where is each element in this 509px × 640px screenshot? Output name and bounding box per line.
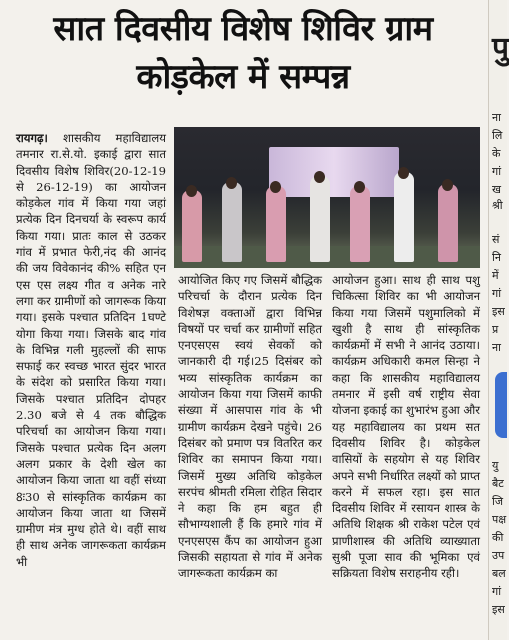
adjacent-line: गां bbox=[492, 165, 502, 178]
dateline: रायगढ़। bbox=[16, 131, 48, 145]
headline-line-2: कोड़केल में सम्पन्न bbox=[136, 57, 350, 97]
column-3-text: आयोजन हुआ। साथ ही साथ पशु चिकित्सा शिविर का भी आयोजन किया गया जिसमें पशुमालिको में खुशी है साथ ही सांस्कृतिक कार्यक्रमों में सभी ने आनंद उठाया। कार्यक्रम अधिकारी कमल सिन्हा ने कहा कि शासकीय महाविद्यालय तमनार में इसी वर्ष राष्ट्रीय सेवा योजना इकाई का शुभारंभ हुआ और यह महाविद्यालय का प्रथम सत दिवसीय शिविर है। कोड़केल वासियों के सहयोग से यह शिविर अपने सभी निर्धारित लक्ष्यों को प्राप्त करने में सफल रहा। इस सात दिवसीय शिविर में रसायन शास्त्र के अतिथि शिक्षक श्री राकेश पटेल एवं प्राणीशास्त्र की अतिथि व्याख्याता सुश्री पूजा साव की भूमिका एवं सक्रियता विशेष सराहनीय रही। bbox=[332, 273, 480, 581]
article-column-3 bbox=[332, 272, 480, 582]
adjacent-line: के bbox=[492, 147, 501, 160]
adjacent-line: ख bbox=[492, 183, 501, 196]
adjacent-article-fragment bbox=[488, 0, 507, 640]
adjacent-line: जि bbox=[492, 495, 504, 508]
adjacent-line: इस bbox=[492, 603, 505, 616]
column-2-text: आयोजित किए गए जिसमें बौद्धिक परिचर्चा के दौरान प्रत्येक दिन विशेषज्ञ वक्ताओं द्वारा विभिन्न विषयों पर चर्चा कर ग्रामीणों सहित एनएसएस स्वयं सेवकों को जानकारी दी गई।25 दिसंबर को भव्य सांस्कृतिक कार्यक्रम का आयोजन किया गया जिसमें काफी संख्या में आसपास गांव के भी ग्रामीण कार्यक्रम देखने पहुंचे। 26 दिसंबर को प्रमाण पत्र वितरित कर शिविर का समापन किया गया। जिसमें मुख्य अतिथि कोड़केल सरपंच श्रीमती रमिला रोहित सिदार ने कहा कि हम बहुत ही सौभाग्यशाली हैं कि हमारे गांव में एनएसएस कैंप का आयोजन हुआ जिसकी सहायता से गांव में अनेक जागरूकता कार्यक्रम का bbox=[178, 273, 322, 581]
adjacent-line: ना bbox=[492, 111, 501, 124]
adjacent-line: लि bbox=[492, 129, 503, 142]
adjacent-line: प्र bbox=[492, 323, 499, 336]
adjacent-line: ना bbox=[492, 341, 501, 354]
headline bbox=[8, 4, 478, 100]
article-column-1 bbox=[16, 130, 166, 570]
adjacent-line: पक्ष bbox=[492, 513, 507, 526]
adjacent-line: गां bbox=[492, 287, 502, 300]
article-column-2 bbox=[178, 272, 322, 582]
photo-person-head bbox=[186, 185, 197, 197]
adjacent-line: उप bbox=[492, 549, 505, 562]
photo-person bbox=[350, 186, 370, 262]
photo-person bbox=[438, 184, 458, 262]
adjacent-line: बल bbox=[492, 567, 506, 580]
photo-person bbox=[310, 176, 330, 262]
adjacent-line: नि bbox=[492, 251, 501, 264]
photo-person-head bbox=[442, 179, 453, 191]
photo-person bbox=[266, 186, 286, 262]
adjacent-line: इस bbox=[492, 305, 505, 318]
photo-person bbox=[182, 190, 202, 262]
adjacent-heading-fragment: पु bbox=[492, 31, 509, 66]
photo-person-head bbox=[354, 181, 365, 193]
adjacent-line: की bbox=[492, 531, 504, 544]
adjacent-line: गां bbox=[492, 585, 502, 598]
photo-person-head bbox=[270, 181, 281, 193]
event-photo bbox=[174, 127, 480, 268]
photo-person bbox=[394, 172, 414, 262]
blue-highlight-mark bbox=[495, 372, 507, 438]
adjacent-line: सं bbox=[492, 233, 500, 246]
stage-banner bbox=[269, 147, 399, 197]
adjacent-line: श्री bbox=[492, 199, 503, 212]
adjacent-line: में bbox=[492, 269, 499, 282]
adjacent-line: बैट bbox=[492, 477, 504, 490]
photo-person-head bbox=[398, 167, 409, 179]
photo-person-head bbox=[314, 171, 325, 183]
headline-line-1: सात दिवसीय विशेष शिविर ग्राम bbox=[53, 9, 433, 49]
photo-person-head bbox=[226, 177, 237, 189]
adjacent-line: यु bbox=[492, 459, 499, 472]
photo-person bbox=[222, 182, 242, 262]
column-1-text: शासकीय महाविद्यालय तमनार रा.से.यो. इकाई द्वारा सात दिवसीय विशेष शिविर(20-12-19 से 26-12-19) का आयोजन कोड़केल गांव में किया गया जहां प्रत्येक दिन दिनचर्या के स्वरूप कार्य किया गया। प्रातः काल से उठकर गांव में प्रभात फेरी,नंद की आनंद की जय विवेकानंद की% सहित एन एस एस लक्ष्य गीत व अनेक नारे लगा कर ग्रामीणों को जागरूक किया गया। इसके पश्चात प्रतिदिन 1घण्टे योगा किया गया। जिसके बाद गांव के विभिन्न गली मुहल्लों की साफ सफाई कर स्वच्छ भारत सुंदर भारत के संदेश को प्रसारित किया गया। जिसके पश्चात प्रतिदिन दोपहर 2.30 बजे से 4 तक बौद्धिक परिचर्चा का आयोजन किया गया। जिसके पश्चात प्रत्येक दिन अलग अलग प्रकार के देशी खेल का आयोजन किया जाता था वहीं संध्या 8ः30 से सांस्कृतिक कार्यक्रम का आयोजन किया जाता था जिसमें ग्रामीण मंत्र मुग्ध होते थे। वहीं साथ ही साथ अनेक जागरूकता कार्यक्रम भी bbox=[16, 131, 166, 569]
